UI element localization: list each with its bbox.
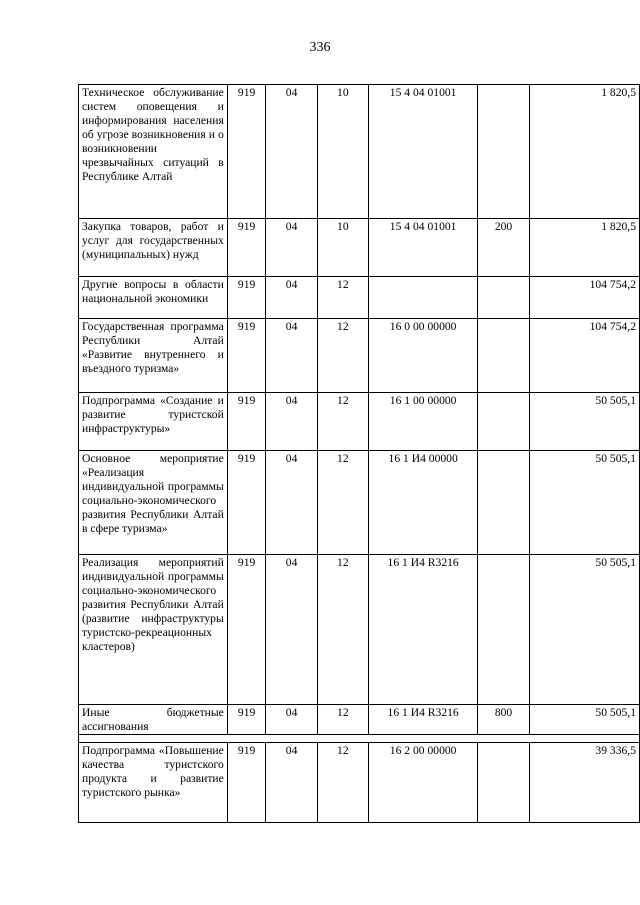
- row-name: Реализация мероприятий индивидуальной программы социально-экономического развития Республики Алтай (развитие инфраструктуры туристско-рекреационных кластеров): [79, 555, 228, 705]
- row-expense-type: [478, 393, 529, 451]
- row-sum: 50 505,1: [529, 555, 639, 705]
- row-subsection: 12: [317, 555, 368, 705]
- row-target-article: 16 2 00 00000: [368, 743, 477, 823]
- row-target-article: 16 1 00 00000: [368, 393, 477, 451]
- table-row: [79, 555, 640, 705]
- row-section: 04: [266, 85, 317, 219]
- row-gov-code: 919: [227, 277, 266, 319]
- row-subsection: 12: [317, 705, 368, 735]
- row-target-article: 15 4 04 01001: [368, 85, 477, 219]
- table-row: [79, 705, 640, 735]
- row-expense-type: 800: [478, 705, 529, 735]
- row-subsection: 12: [317, 393, 368, 451]
- row-target-article: 16 1 И4 R3216: [368, 705, 477, 735]
- row-subsection: 12: [317, 451, 368, 555]
- row-gov-code: 919: [227, 319, 266, 393]
- row-section: 04: [266, 555, 317, 705]
- row-target-article: 15 4 04 01001: [368, 219, 477, 277]
- row-subsection: 10: [317, 219, 368, 277]
- row-name: Другие вопросы в области национальной экономики: [79, 277, 228, 319]
- row-section: 04: [266, 393, 317, 451]
- row-expense-type: 200: [478, 219, 529, 277]
- row-expense-type: [478, 319, 529, 393]
- row-subsection: 12: [317, 319, 368, 393]
- row-sum: 1 820,5: [529, 85, 639, 219]
- row-gov-code: 919: [227, 393, 266, 451]
- table-row: [79, 85, 640, 219]
- row-section: 04: [266, 219, 317, 277]
- row-section: 04: [266, 743, 317, 823]
- table-row: [79, 743, 640, 823]
- page-number: 336: [309, 40, 331, 55]
- row-section: 04: [266, 277, 317, 319]
- row-name: Закупка товаров, работ и услуг для государственных (муниципальных) нужд: [79, 219, 228, 277]
- row-target-article: [368, 277, 477, 319]
- row-gov-code: 919: [227, 219, 266, 277]
- row-subsection: 12: [317, 277, 368, 319]
- row-sum: 104 754,2: [529, 277, 639, 319]
- row-gov-code: 919: [227, 451, 266, 555]
- row-name: Иные бюджетные ассигнования: [79, 705, 228, 735]
- table-row: [79, 219, 640, 277]
- row-target-article: 16 0 00 00000: [368, 319, 477, 393]
- row-section: 04: [266, 705, 317, 735]
- row-target-article: 16 1 И4 00000: [368, 451, 477, 555]
- row-sum: 39 336,5: [529, 743, 639, 823]
- budget-table-body: [79, 85, 640, 823]
- row-sum: 50 505,1: [529, 705, 639, 735]
- row-sum: 50 505,1: [529, 451, 639, 555]
- row-gov-code: 919: [227, 555, 266, 705]
- row-gov-code: 919: [227, 85, 266, 219]
- row-sum: 50 505,1: [529, 393, 639, 451]
- table-row: [79, 451, 640, 555]
- row-expense-type: [478, 85, 529, 219]
- budget-table: [78, 84, 640, 823]
- table-row: [79, 277, 640, 319]
- table-row: [79, 393, 640, 451]
- row-gap-cell: [79, 735, 640, 743]
- row-name: Подпрограмма «Повышение качества туристского продукта и развитие туристского рынка»: [79, 743, 228, 823]
- row-subsection: 10: [317, 85, 368, 219]
- row-gov-code: 919: [227, 743, 266, 823]
- row-gov-code: 919: [227, 705, 266, 735]
- row-sum: 1 820,5: [529, 219, 639, 277]
- row-sum: 104 754,2: [529, 319, 639, 393]
- row-name: Основное мероприятие «Реализация индивидуальной программы социально-экономического развития Республики Алтай в сфере туризма»: [79, 451, 228, 555]
- row-section: 04: [266, 319, 317, 393]
- table-row: [79, 319, 640, 393]
- row-name: Государственная программа Республики Алтай «Развитие внутреннего и въездного туризма»: [79, 319, 228, 393]
- row-subsection: 12: [317, 743, 368, 823]
- row-name: Подпрограмма «Создание и развитие туристской инфраструктуры»: [79, 393, 228, 451]
- row-gap: [79, 735, 640, 743]
- row-expense-type: [478, 555, 529, 705]
- row-expense-type: [478, 743, 529, 823]
- row-name: Техническое обслуживание систем оповещения и информирования населения об угрозе возникновения и о возникновении чрезвычайных ситуаций в Республике Алтай: [79, 85, 228, 219]
- row-expense-type: [478, 451, 529, 555]
- row-target-article: 16 1 И4 R3216: [368, 555, 477, 705]
- row-expense-type: [478, 277, 529, 319]
- row-section: 04: [266, 451, 317, 555]
